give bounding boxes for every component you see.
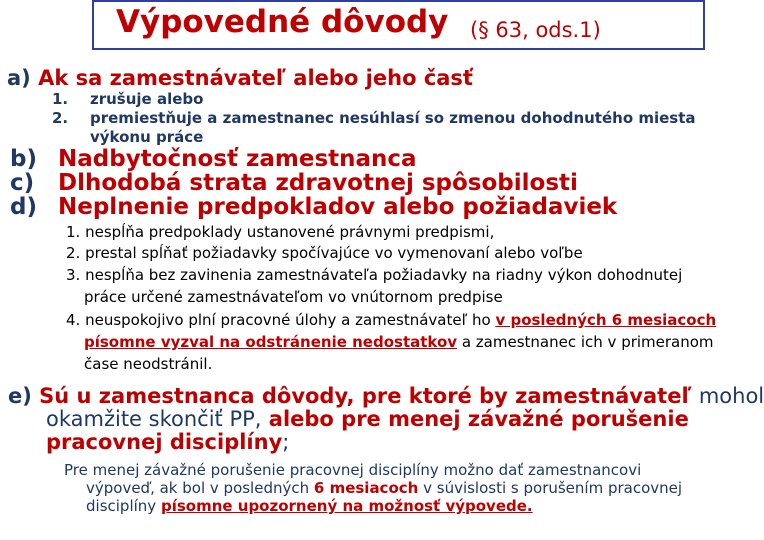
item-4-middle: a zamestnanec ich v primeranom — [461, 333, 714, 351]
section-e-text-2: okamžite skončiť PP, — [46, 407, 262, 431]
item-4-start: 4. neuspokojivo plní pracovné úlohy a zamestnávateľ ho — [66, 311, 491, 329]
note-line-1: Pre menej závažné porušenie pracovnej disciplíny možno dať zamestnancovi — [64, 461, 642, 479]
section-c — [10, 170, 578, 196]
section-c-text: Dlhodobá strata zdravotnej spôsobilosti — [58, 170, 578, 196]
section-a-item-2 — [52, 109, 696, 127]
note-period: 6 mesiacoch — [313, 479, 419, 497]
item-4-written-request: písomne vyzval na odstránenie nedostatkov — [84, 333, 458, 351]
section-e-text-1: Sú u zamestnanca dôvody, pre ktoré by zamestnávateľ — [39, 384, 692, 408]
section-e-line-3 — [46, 431, 289, 454]
section-d-item-4 — [66, 311, 716, 329]
section-d-text: Neplnenie predpokladov alebo požiadaviek — [58, 194, 618, 220]
section-a-item-1 — [52, 90, 203, 108]
note-text-2b: v súvislosti s porušením pracovnej — [423, 479, 683, 497]
item-text: zrušuje alebo — [90, 90, 204, 108]
item-number: 1. — [52, 90, 69, 108]
note-line-3 — [86, 498, 533, 515]
section-e-text-3-tail: ; — [282, 430, 290, 454]
section-e-line-1 — [8, 385, 764, 408]
section-b-text: Nadbytočnosť zamestnanca — [58, 146, 417, 172]
section-d-label: d) — [10, 194, 37, 220]
section-a-label: a) — [7, 66, 31, 90]
section-e-label: e) — [8, 384, 32, 408]
item-number: 2. — [52, 109, 69, 127]
section-e-line-2 — [46, 408, 689, 431]
section-d-item-3: 3. nespĺňa bez zavinenia zamestnávateľa požiadavky na riadny výkon dohodnutej — [66, 266, 683, 284]
section-a-text: Ak sa zamestnávateľ alebo jeho časť — [38, 66, 473, 90]
section-e-text-1b: mohol — [698, 384, 764, 408]
section-c-label: c) — [10, 170, 35, 196]
section-a — [7, 66, 473, 90]
item-text: premiestňuje a zamestnanec nesúhlasí so zmenou dohodnutého miesta — [90, 109, 696, 127]
note-written-warning: písomne upozornený na možnosť výpovede. — [160, 497, 533, 515]
section-d — [10, 194, 617, 220]
page-title-reference: (§ 63, ods.1) — [470, 18, 601, 42]
section-d-item-3-continued: práce určené zamestnávateľom vo vnútornom predpise — [84, 288, 503, 306]
note-line-2 — [86, 480, 682, 497]
item-4-period: v posledných 6 mesiacoch — [495, 311, 717, 329]
section-e-text-3: pracovnej disciplíny — [46, 430, 283, 454]
section-d-item-1: 1. nespĺňa predpoklady ustanovené právnymi predpismi, — [66, 223, 495, 241]
section-e-text-2b: alebo pre menej závažné porušenie — [268, 407, 689, 431]
section-d-item-4-line-2 — [84, 333, 714, 351]
section-d-item-4-line-3: čase neodstránil. — [84, 355, 213, 373]
note-text-3a: disciplíny — [86, 497, 157, 515]
section-d-item-2: 2. prestal spĺňať požiadavky spočívajúce vo vymenovaní alebo voľbe — [66, 244, 583, 262]
section-b — [10, 146, 417, 172]
page-title: Výpovedné dôvody — [116, 4, 449, 40]
section-b-label: b) — [10, 146, 37, 172]
note-text-2a: výpoveď, ak bol v posledných — [86, 479, 310, 497]
section-a-item-2-continued: výkonu práce — [90, 128, 204, 146]
